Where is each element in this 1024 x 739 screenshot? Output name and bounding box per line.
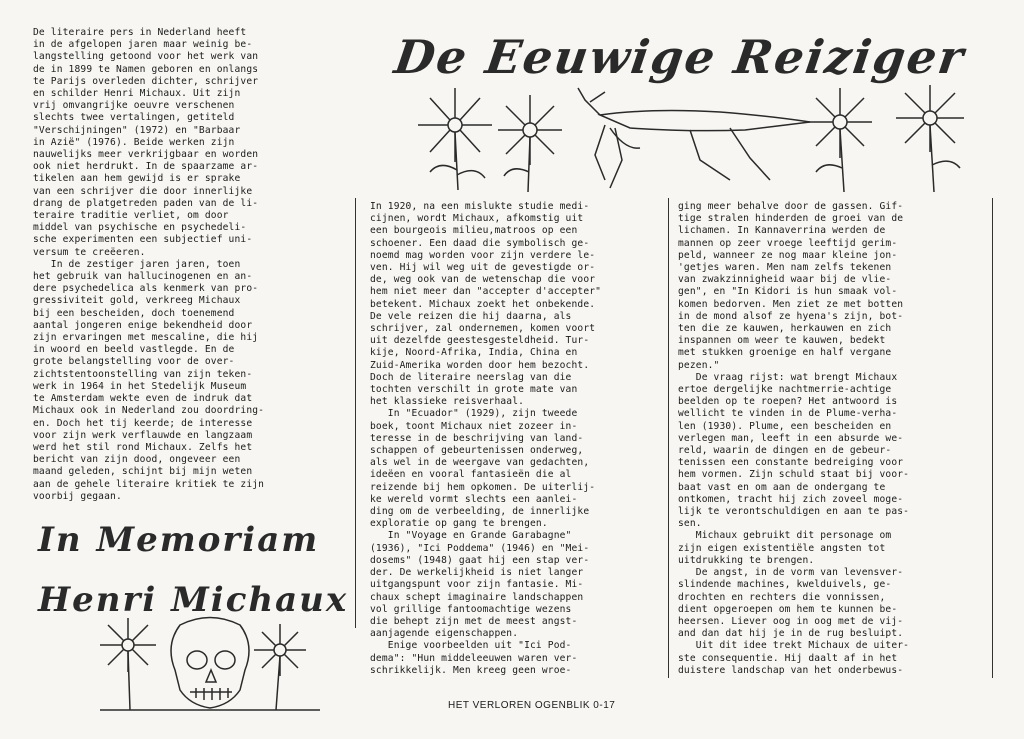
text-line: ding om de verbeelding, de innerlijke (370, 506, 590, 518)
text-line: len (1930). Plume, een bescheiden en (678, 420, 892, 432)
text-line: nauwelijks meer verkrijgbaar en worden (33, 149, 259, 161)
flower-icon (498, 95, 562, 192)
text-line: dere psychedelica als kenmerk van pro- (33, 283, 259, 295)
flower-icon (254, 624, 306, 710)
text-line: der. De werkelijkheid is niet langer (370, 567, 584, 579)
text-line: maand geleden, schijnt bij mijn weten (33, 466, 253, 478)
text-line: en schilder Henri Michaux. Uit zijn (33, 88, 241, 100)
text-line: te Parijs overleden dichter, schrijver (33, 75, 259, 87)
text-line: baat vast en om aan de ondergang te (678, 481, 886, 493)
skull-flowers-illustration (90, 610, 330, 725)
text-line: tochten verschilt in grote mate van (370, 384, 578, 396)
text-line: De vraag rijst: wat brengt Michaux (678, 371, 898, 383)
text-line: heersen. Liever oog in oog met de vij- (678, 615, 904, 627)
text-line: werk in 1964 in het Stedelijk Museum (33, 380, 247, 392)
text-line: "Verschijningen" (1972) en "Barbaar (33, 124, 241, 136)
text-line: ook niet herdrukt. In de spaarzame ar- (33, 161, 259, 173)
text-line: schoener. Een daad die symbolisch ge- (370, 237, 590, 249)
text-line: hem niet meer dan "accepter d'accepter" (370, 286, 602, 298)
text-line: In "Ecuador" (1929), zijn tweede (370, 408, 578, 420)
skull-icon (171, 618, 249, 709)
text-line: aantal jongeren enige bekendheid door (33, 319, 253, 331)
text-line: beelden op te roepen? Het antwoord is (678, 396, 898, 408)
text-line: hem vormen. Zijn schuld staat bij voor- (678, 469, 910, 481)
text-line: ideëen en vooral fantasieën die al (370, 469, 572, 481)
text-line: ertoe dergelijke nachtmerrie-achtige (678, 384, 892, 396)
text-line: die behept zijn met de meest angst- (370, 615, 578, 627)
text-line: noemd mag worden voor zijn verdere le- (370, 249, 596, 261)
text-line: gen", en "In Kidori is hun smaak vol- (678, 286, 898, 298)
text-line: bericht van zijn dood, ongeveer een (33, 454, 241, 466)
text-line: Michaux gebruikt dit personage om (678, 530, 892, 542)
text-line: exploratie op gang te brengen. (370, 518, 548, 530)
text-line: ven. Hij wil weg uit de gevestigde or- (370, 262, 596, 274)
text-line: schrikkelijk. Men kreeg geen wroe- (370, 664, 572, 676)
text-line: ke wereld vormt slechts een aanlei- (370, 493, 578, 505)
flower-icon (808, 88, 872, 192)
text-line: verlegen man, leeft in een absurde we- (678, 432, 904, 444)
text-line: kije, Noord-Afrika, India, China en (370, 347, 578, 359)
text-line: gressiviteit gold, verkreeg Michaux (33, 295, 241, 307)
text-line: uitdrukking te brengen. (678, 554, 815, 566)
text-line: komen bedorven. Men ziet ze met botten (678, 298, 904, 310)
text-line: ste consequentie. Hij daalt af in het (678, 652, 898, 664)
text-line: zichtstentoonstelling van zijn teken- (33, 368, 253, 380)
text-line: in de afgelopen jaren maar weinig be- (33, 39, 253, 51)
text-line: bij een bescheiden, doch toenemend (33, 307, 235, 319)
mantis-icon (578, 88, 810, 188)
text-line: het klassieke reisverhaal. (370, 396, 525, 408)
text-line: vol grillige fantoomachtige wezens (370, 603, 572, 615)
text-line: middel van psychische en psychedeli- (33, 222, 247, 234)
text-line: aan de gehele literaire kritiek te zijn (33, 478, 265, 490)
text-line: drang de platgetreden paden van de li- (33, 197, 259, 209)
text-line: langstelling getoond voor het werk van (33, 51, 259, 63)
text-line: voorbij gegaan. (33, 490, 122, 502)
text-line: vrij omvangrijke oeuvre verschenen (33, 100, 235, 112)
text-line: (1936), "Ici Poddema" (1946) en "Mei- (370, 542, 590, 554)
text-line: Zuid-Amerika worden door hem bezocht. (370, 359, 590, 371)
text-line: sen. (678, 518, 702, 530)
text-line: wellicht te vinden in de Plume-verha- (678, 408, 898, 420)
text-line: schrijver, zal ondernemen, komen voort (370, 323, 596, 335)
text-line: In de zestiger jaren jaren, toen (33, 258, 241, 270)
column-divider (668, 198, 669, 678)
text-line: de, weg ook van de wetenschap die voor (370, 274, 596, 286)
column-divider (355, 198, 356, 628)
text-line: uit dezelfde geestesgesteldheid. Tur- (370, 335, 590, 347)
right-column-text (678, 201, 988, 677)
text-line: de in 1899 te Namen geboren en onlangs (33, 63, 259, 75)
text-line: teresse in de beschrijving van land- (370, 432, 584, 444)
article-title: De Eeuwige Reiziger (391, 30, 969, 84)
text-line: schappen of gebeurtenissen onderweg, (370, 445, 584, 457)
text-line: Doch de literaire neerslag van die (370, 371, 572, 383)
text-line: betekent. Michaux zoekt het onbekende. (370, 298, 596, 310)
text-line: De vele reizen die hij daarna, als (370, 310, 572, 322)
text-line: slechts twee vertalingen, getiteld (33, 112, 235, 124)
memoriam-heading: In Memoriam (38, 520, 320, 560)
text-line: tige stralen hinderden de groei van de (678, 213, 904, 225)
text-line: Michaux ook in Nederland zou doordring- (33, 405, 265, 417)
text-line: In "Voyage en Grande Garabagne" (370, 530, 572, 542)
text-line: met stukken groenige en half vergane (678, 347, 892, 359)
text-line: te Amsterdam wekte even de indruk dat (33, 393, 253, 405)
text-line: het gebruik van hallucinogenen en an- (33, 271, 253, 283)
text-line: duistere landschap van het onderbewus- (678, 664, 904, 676)
text-line: chaux schept imaginaire landschappen (370, 591, 584, 603)
text-line: lichamen. In Kannaverrina werden de (678, 225, 886, 237)
page-footer: HET VERLOREN OGENBLIK 0-17 (448, 700, 616, 711)
text-line: in woord en beeld vastlegde. En de (33, 344, 235, 356)
text-line: De literaire pers in Nederland heeft (33, 27, 247, 38)
column-divider (992, 198, 993, 678)
text-line: teraire traditie verliet, om door (33, 210, 229, 222)
text-line: ten die ze kauwen, herkauwen en zich (678, 323, 892, 335)
flower-icon (100, 618, 156, 710)
text-line: werd het stil rond Michaux. Zelfs het (33, 441, 253, 453)
text-line: aanjagende eigenschappen. (370, 628, 519, 640)
text-line: drochten en rechters die vonnissen, (678, 591, 886, 603)
text-line: inspannen om weer te kauwen, bedekt (678, 335, 886, 347)
text-line: In 1920, na een mislukte studie medi- (370, 201, 590, 212)
text-line: pezen." (678, 359, 720, 371)
text-line: dient opgeroepen om hem te kunnen be- (678, 603, 898, 615)
text-line: mannen op zeer vroege leeftijd gerim- (678, 237, 898, 249)
text-line: ontkomen, tracht hij zich zoveel moge- (678, 493, 904, 505)
text-line: sche experimenten een subjectief uni- (33, 234, 253, 246)
text-line: en. Doch het tij keerde; de interesse (33, 417, 253, 429)
text-line: Uit dit idee trekt Michaux de uiter- (678, 640, 910, 652)
memoriam-name: Henri Michaux (38, 580, 349, 620)
text-line: zijn eigen existentiële angsten tot (678, 542, 886, 554)
flower-icon (896, 85, 964, 192)
text-line: versum te creëeren. (33, 246, 146, 258)
text-line: grote belangstelling voor de over- (33, 356, 235, 368)
left-column-text (33, 27, 338, 503)
text-line: 'getjes waren. Men nam zelfs tekenen (678, 262, 892, 274)
text-line: peld, wanneer ze nog maar kleine jon- (678, 249, 898, 261)
text-line: Enige voorbeelden uit "Ici Pod- (370, 640, 572, 652)
text-line: in de mond alsof ze hyena's zijn, bot- (678, 310, 904, 322)
text-line: reizende bij hem opkomen. De uiterlij- (370, 481, 596, 493)
text-line: boek, toont Michaux niet zozeer in- (370, 420, 578, 432)
middle-column-text (370, 201, 662, 677)
flowers-mantis-illustration (400, 80, 990, 195)
text-line: van een schrijver die door innerlijke (33, 185, 253, 197)
text-line: zijn ervaringen met mescaline, die hij (33, 332, 259, 344)
text-line: and dan dat hij je in de rug besluipt. (678, 628, 904, 640)
text-line: slindende machines, kwelduivels, ge- (678, 579, 892, 591)
text-line: van zwakzinnigheid waar bij de vlie- (678, 274, 892, 286)
text-line: tenissen een constante bedreiging voor (678, 457, 904, 469)
text-line: lijk te verontschuldigen en aan te pas- (678, 506, 910, 518)
text-line: als wel in de weergave van gedachten, (370, 457, 590, 469)
text-line: ging meer behalve door de gassen. Gif- (678, 201, 904, 212)
text-line: dema": "Hun middeleeuwen waren ver- (370, 652, 578, 664)
text-line: dosems" (1948) gaat hij een stap ver- (370, 554, 590, 566)
text-line: tikelen aan hem gewijd is er sprake (33, 173, 241, 185)
text-line: een bourgeois milieu,matroos op een (370, 225, 578, 237)
text-line: in Azië" (1976). Beide werken zijn (33, 136, 235, 148)
text-line: uitgangspunt voor zijn fantasie. Mi- (370, 579, 584, 591)
text-line: De angst, in de vorm van levensver- (678, 567, 904, 579)
text-line: cijnen, wordt Michaux, afkomstig uit (370, 213, 584, 225)
text-line: reld, waarin de dingen en de gebeur- (678, 445, 892, 457)
text-line: voor zijn werk verflauwde en langzaam (33, 429, 253, 441)
flower-icon (418, 88, 492, 190)
